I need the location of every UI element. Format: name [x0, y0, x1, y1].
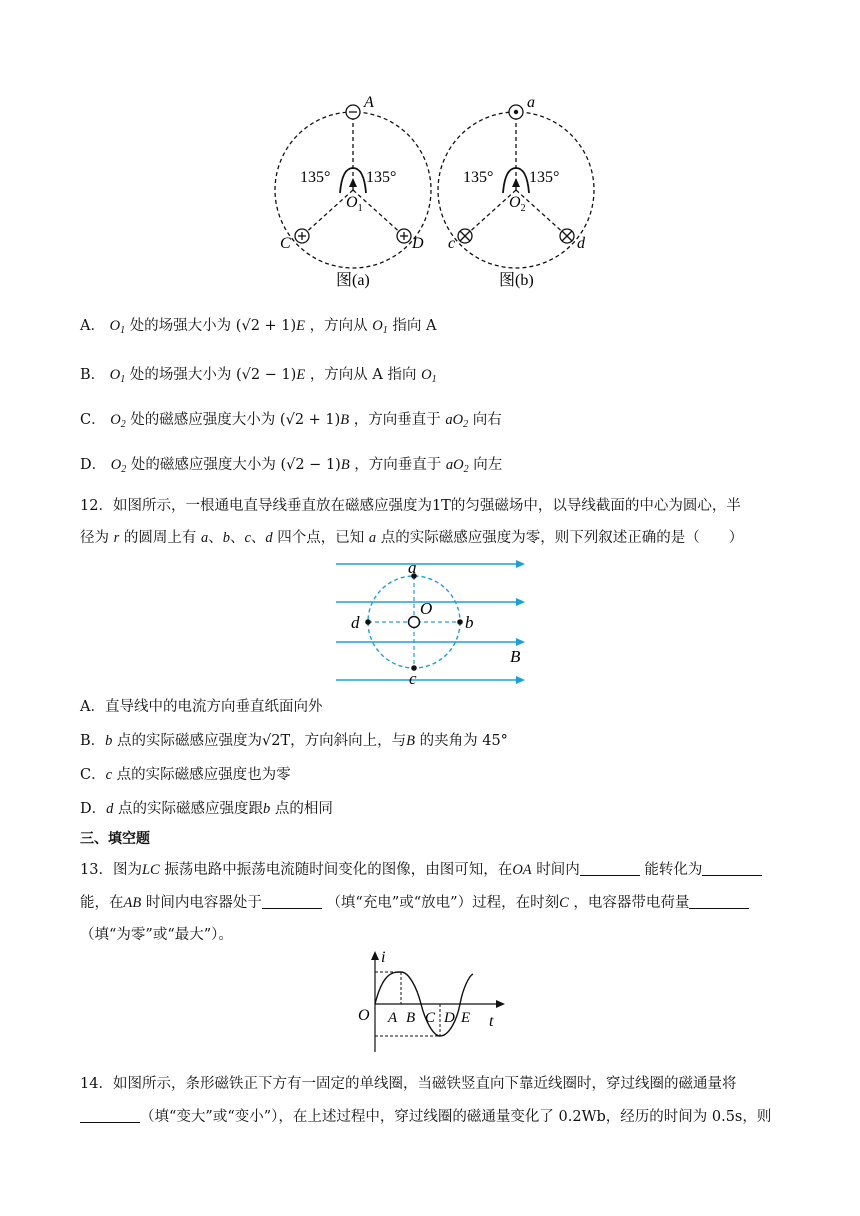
label-O1: $O_1$	[346, 194, 363, 214]
q14-line2: （填“变大”或“变小”），在上述过程中，穿过线圈的磁通量变化了 0.2Wb，经历的时间为 0.5s，则	[80, 1107, 771, 1127]
q13-line2: 能，在AB 时间内电容器处于 （填“充电”或“放电”）过程，在时刻C ，电容器带电荷量	[80, 893, 749, 913]
formula: (√2 − 1)B	[280, 457, 350, 473]
q12-stem-line2: 径为 r 的圆周上有 a、b、c、d 四个点，已知 a 点的实际磁感应强度为零，则下列叙述正确的是（ ）	[80, 530, 744, 546]
q12-figure	[330, 556, 530, 690]
q13-line3: （填“为零”或“最大”）。	[80, 927, 233, 943]
caption-b: 图(b)	[499, 272, 534, 289]
q13-line1: 13．图为LC 振荡电路中振荡电流随时间变化的图像，由图可知，在OA 时间内 能转化为	[80, 860, 762, 880]
blank-3[interactable]	[262, 894, 322, 909]
q12-option-d: D．d 点的实际磁感应强度跟b 点的相同	[80, 801, 333, 817]
q11-option-b: B． $O_1$ 处的场强大小为 (√2 − 1)E ，方向从 A 指向 $O_1$	[80, 367, 437, 385]
label-a: a	[408, 558, 417, 577]
q12-option-c: C．c 点的实际磁感应强度也为零	[80, 767, 291, 783]
angle-right-a: 135°	[366, 169, 397, 186]
q14-line1: 14．如图所示，条形磁铁正下方有一固定的单线圈，当磁铁竖直向下靠近线圈时，穿过线圈的磁通量将	[80, 1076, 737, 1092]
axis-label-t: t	[489, 1013, 494, 1030]
tick-D: D	[444, 1010, 455, 1026]
blank-4[interactable]	[689, 894, 749, 909]
label-B: B	[510, 647, 521, 666]
tick-B: B	[406, 1010, 416, 1026]
angle-left-b: 135°	[463, 169, 494, 186]
q11-option-a: A． $O_1$ 处的场强大小为 (√2 + 1)E ，方向从 $O_1$ 指向 A	[80, 318, 437, 336]
figure-b	[438, 94, 594, 289]
label-O2: $O_2$	[509, 194, 526, 214]
q12-option-b: B．b 点的实际磁感应强度为√2T，方向斜向上，与B 的夹角为 45°	[80, 733, 508, 749]
blank-2[interactable]	[702, 861, 762, 876]
angle-left-a: 135°	[300, 169, 331, 186]
formula: (√2 − 1)E	[235, 367, 306, 383]
angle-right-b: 135°	[529, 169, 560, 186]
q11-option-c: C． $O_2$ 处的磁感应强度大小为 (√2 + 1)B ，方向垂直于 $aO_2$ 向右	[80, 412, 502, 430]
label-d: d	[351, 613, 360, 632]
axis-label-i: i	[381, 949, 386, 966]
section-heading: 三、填空题	[80, 831, 150, 847]
label-c: c	[409, 669, 417, 688]
label-d: d	[577, 235, 585, 252]
tick-C: C	[425, 1010, 436, 1026]
label-a: a	[527, 94, 535, 111]
q12-stem-line1: 12．如图所示，一根通电直导线垂直放在磁感应强度为1T的匀强磁场中，以导线截面的中心为圆心，半	[80, 498, 741, 514]
label-b: b	[465, 613, 474, 632]
label-c: c	[448, 235, 456, 252]
origin-label: O	[358, 1007, 370, 1024]
figure-a	[275, 94, 431, 289]
tick-A: A	[388, 1010, 398, 1026]
q11-option-d: D． $O_2$ 处的磁感应强度大小为 (√2 − 1)B ，方向垂直于 $aO_2$ 向左	[80, 457, 503, 475]
q13-graph	[355, 948, 515, 1056]
label-O: O	[420, 599, 433, 618]
q12-option-a: A．直导线中的电流方向垂直纸面向外	[80, 699, 323, 715]
blank-1[interactable]	[580, 861, 640, 876]
formula: (√2 + 1)E	[235, 318, 306, 334]
label-D: D	[412, 235, 424, 252]
figure-ab	[270, 90, 600, 290]
formula: (√2 + 1)B	[279, 412, 350, 428]
tick-E: E	[461, 1010, 471, 1026]
caption-a: 图(a)	[336, 272, 370, 289]
label-C: C	[280, 235, 291, 252]
label-A: A	[364, 94, 374, 111]
blank-5[interactable]	[80, 1108, 140, 1123]
